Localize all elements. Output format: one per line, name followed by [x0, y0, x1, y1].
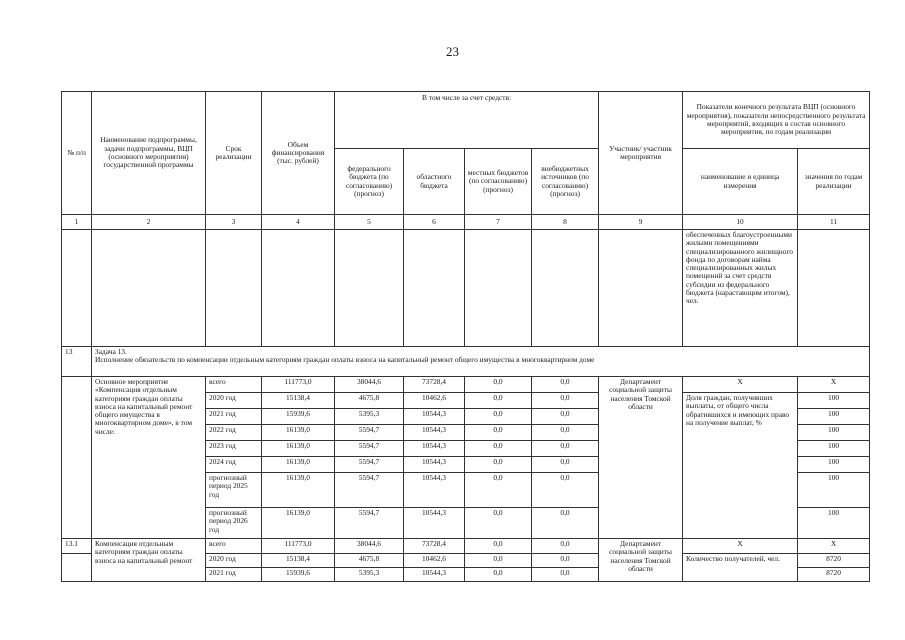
hdr-term: Срок реализации — [206, 92, 262, 215]
hdr-indicators: Показатели конечного результата ВЦП (основного мероприятия), показатели непосредственного результата мероприятий, входящих в состав основного мероприятия, по годам реализации — [683, 92, 870, 149]
term-cell: прогнозный период 2025 год — [206, 473, 262, 508]
col-num: 4 — [262, 215, 335, 230]
regional-cell: 10462,6 — [404, 554, 465, 568]
volume-cell: 16139,0 — [262, 473, 335, 508]
term-cell: 2023 год — [206, 441, 262, 457]
regional-cell: 10544,3 — [404, 409, 465, 425]
volume-cell: 16139,0 — [262, 508, 335, 539]
federal-cell: 5594,7 — [335, 473, 404, 508]
main-event-indicator: Доля граждан, получивших выплаты, от общего числа обратившихся и имеющих право на получение выплат, % — [683, 393, 798, 539]
regional-cell: 10544,3 — [404, 457, 465, 473]
volume-cell: 16139,0 — [262, 441, 335, 457]
federal-cell: 38044,6 — [335, 377, 404, 393]
col-num: 1 — [62, 215, 92, 230]
federal-cell: 4675,8 — [335, 393, 404, 409]
local-cell: 0,0 — [465, 425, 532, 441]
task-title: Задача 13. — [95, 347, 127, 356]
hdr-no: № п/п — [62, 92, 92, 215]
sub-event-indicator: Количество получателей, чел. — [683, 554, 798, 582]
sub-event-number: 13.1 — [62, 539, 92, 554]
term-cell: 2024 год — [206, 457, 262, 473]
term-cell: 2020 год — [206, 393, 262, 409]
term-cell: 2020 год — [206, 554, 262, 568]
col-num: 2 — [92, 215, 206, 230]
value-cell: Х — [798, 377, 870, 393]
local-cell: 0,0 — [465, 508, 532, 539]
term-cell: 2022 год — [206, 425, 262, 441]
regional-cell: 10544,3 — [404, 568, 465, 582]
extra-cell: 0,0 — [532, 457, 599, 473]
volume-cell: 15939,6 — [262, 409, 335, 425]
hdr-incl: В том числе за счет средств: — [335, 92, 599, 149]
volume-cell: 16139,0 — [262, 457, 335, 473]
term-cell: всего — [206, 377, 262, 393]
hdr-ind-values: значения по годам реализации — [798, 149, 870, 215]
regional-cell: 10462,6 — [404, 393, 465, 409]
main-event-name: Основное мероприятие «Компенсация отдельным категориям граждан оплаты взноса на капитальный ремонт общего имущества в многоквартирном доме», в том числе: — [92, 377, 206, 539]
task-number: 13 — [62, 347, 92, 377]
hdr-federal: федерального бюджета (по согласованию) (прогноз) — [335, 149, 404, 215]
regional-cell: 10544,3 — [404, 508, 465, 539]
value-cell: 100 — [798, 473, 870, 508]
extra-cell: 0,0 — [532, 441, 599, 457]
task-text: Исполнение обязательств по компенсации отдельным категориям граждан оплаты взноса на капитальный ремонт общего имущества в многоквартирном доме — [95, 355, 595, 365]
extra-cell: 0,0 — [532, 508, 599, 539]
term-cell: прогнозный период 2026 год — [206, 508, 262, 539]
extra-cell: 0,0 — [532, 425, 599, 441]
regional-cell: 10544,3 — [404, 473, 465, 508]
local-cell: 0,0 — [465, 441, 532, 457]
sub-event-participant: Департамент социальной защиты населения Томской области — [599, 539, 683, 582]
federal-cell: 5594,7 — [335, 508, 404, 539]
value-cell: 100 — [798, 393, 870, 409]
federal-cell: 5594,7 — [335, 457, 404, 473]
term-cell: 2021 год — [206, 568, 262, 582]
federal-cell: 38044,6 — [335, 539, 404, 554]
col-num: 5 — [335, 215, 404, 230]
hdr-local: местных бюджетов (по согласованию) (прогноз) — [465, 149, 532, 215]
col-num: 7 — [465, 215, 532, 230]
local-cell: 0,0 — [465, 393, 532, 409]
value-cell: 100 — [798, 441, 870, 457]
hdr-regional: областного бюджета — [404, 149, 465, 215]
volume-cell: 111773,0 — [262, 377, 335, 393]
col-num: 8 — [532, 215, 599, 230]
value-cell: 100 — [798, 457, 870, 473]
local-cell: 0,0 — [465, 377, 532, 393]
extra-cell: 0,0 — [532, 377, 599, 393]
volume-cell: 111773,0 — [262, 539, 335, 554]
term-cell: всего — [206, 539, 262, 554]
page-number: 23 — [446, 44, 459, 59]
federal-cell: 4675,8 — [335, 554, 404, 568]
volume-cell: 15138,4 — [262, 393, 335, 409]
hdr-extra: внебюджетных источников (по согласованию) (прогноз) — [532, 149, 599, 215]
local-cell: 0,0 — [465, 409, 532, 425]
task-cell — [92, 347, 870, 377]
col-num: 10 — [683, 215, 798, 230]
value-cell: Х — [798, 539, 870, 554]
col-num: 6 — [404, 215, 465, 230]
main-event-participant: Департамент социальной защиты населения Томской области — [599, 377, 683, 539]
regional-cell: 73728,4 — [404, 377, 465, 393]
extra-cell: 0,0 — [532, 539, 599, 554]
value-cell: 8720 — [798, 554, 870, 568]
federal-cell: 5594,7 — [335, 441, 404, 457]
col-num: 3 — [206, 215, 262, 230]
federal-cell: 5395,3 — [335, 409, 404, 425]
hdr-participant: Участник/ участник мероприятия — [599, 92, 683, 215]
federal-cell: 5594,7 — [335, 425, 404, 441]
hdr-ind-name: наименование и единица измерения — [683, 149, 798, 215]
col-num: 9 — [599, 215, 683, 230]
value-cell: 100 — [798, 508, 870, 539]
extra-cell: 0,0 — [532, 568, 599, 582]
hdr-volume: Объем финансирования (тыс. рублей) — [262, 92, 335, 215]
local-cell: 0,0 — [465, 473, 532, 508]
sub-event-name: Компенсация отдельным категориям граждан оплаты взноса на капитальный ремонт — [92, 539, 206, 582]
indicator-x: Х — [683, 539, 798, 554]
col-num: 11 — [798, 215, 870, 230]
extra-cell: 0,0 — [532, 393, 599, 409]
extra-cell: 0,0 — [532, 473, 599, 508]
volume-cell: 16139,0 — [262, 425, 335, 441]
regional-cell: 10544,3 — [404, 441, 465, 457]
value-cell: 8720 — [798, 568, 870, 582]
local-cell: 0,0 — [465, 457, 532, 473]
continuation-indicator: обеспеченных благоустроенными жилыми помещениями специализированного жилищного фонда по договорам найма специализированных жилых помещений за счет средств субсидии из федерального бюджета (нарастающим итогом), чел. — [683, 230, 798, 347]
value-cell: 100 — [798, 425, 870, 441]
federal-cell: 5395,3 — [335, 568, 404, 582]
regional-cell: 73728,4 — [404, 539, 465, 554]
local-cell: 0,0 — [465, 539, 532, 554]
indicator-x: Х — [683, 377, 798, 393]
program-table — [61, 91, 870, 582]
volume-cell: 15939,6 — [262, 568, 335, 582]
local-cell: 0,0 — [465, 568, 532, 582]
regional-cell: 10544,3 — [404, 425, 465, 441]
term-cell: 2021 год — [206, 409, 262, 425]
value-cell: 100 — [798, 409, 870, 425]
extra-cell: 0,0 — [532, 409, 599, 425]
extra-cell: 0,0 — [532, 554, 599, 568]
hdr-name: Наименование подпрограммы, задачи подпрограммы, ВЦП (основного мероприятия) государственной программы — [92, 92, 206, 215]
local-cell: 0,0 — [465, 554, 532, 568]
volume-cell: 15138,4 — [262, 554, 335, 568]
